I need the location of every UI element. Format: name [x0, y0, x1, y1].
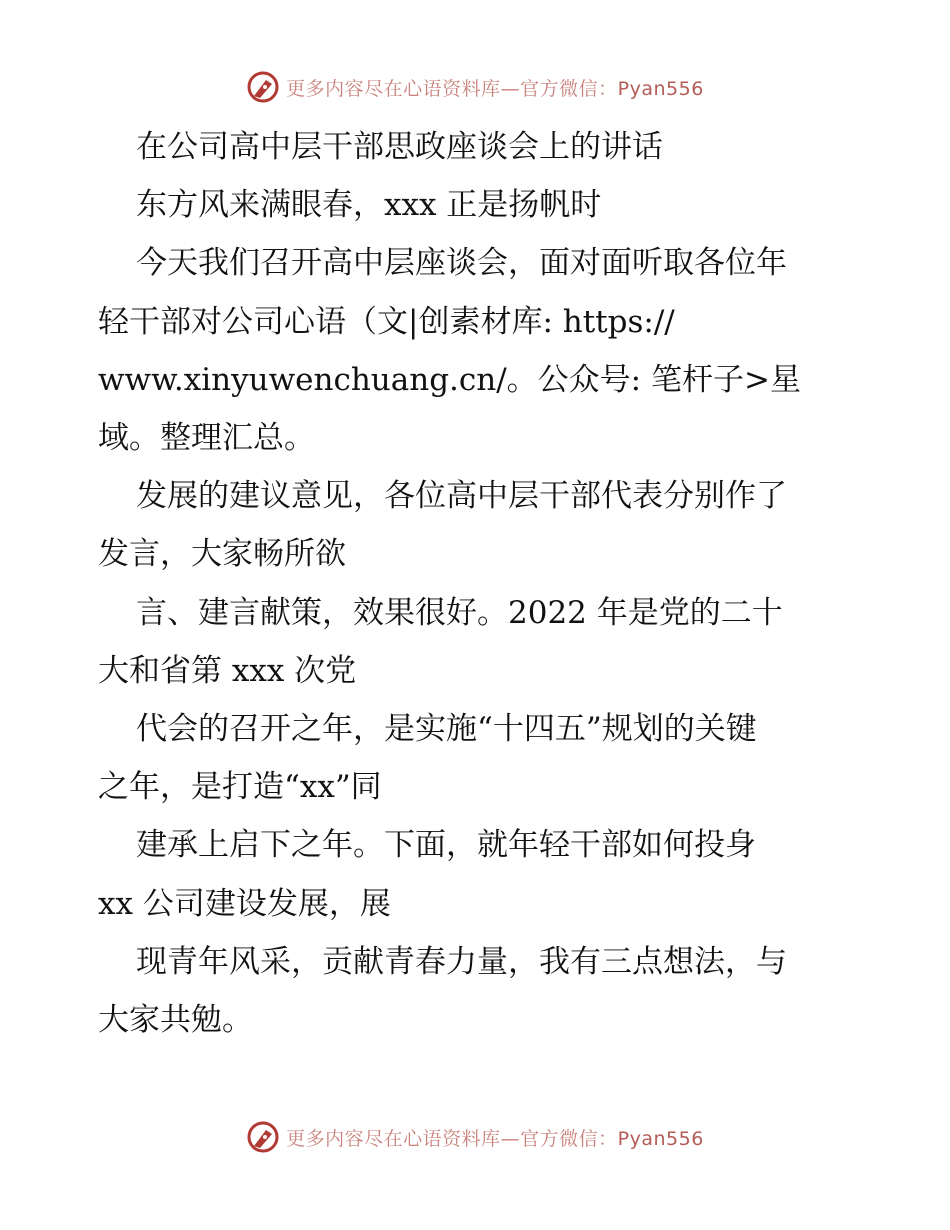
- pen-nib-logo-icon: [246, 70, 280, 104]
- paragraph-line: 大家共勉。: [98, 1002, 253, 1039]
- paragraph-line: 建承上启下之年。下面，就年轻干部如何投身: [136, 827, 756, 864]
- paragraph-line: 代会的召开之年，是实施“十四五”规划的关键: [136, 711, 757, 748]
- pen-nib-logo-icon: [246, 1120, 280, 1154]
- paragraph-line: 之年，是打造“xx”同: [98, 769, 382, 806]
- paragraph-line: www.xinyuwenchuang.cn/。公众号: 笔杆子>星: [98, 361, 801, 398]
- watermark-text: 更多内容尽在心语资料库—官方微信：Pyan556: [286, 1127, 704, 1150]
- paragraph-line: 发展的建议意见，各位高中层干部代表分别作了: [136, 478, 787, 515]
- paragraph-line: 轻干部对公司心语（文|创素材库: https://: [98, 303, 675, 340]
- header-watermark: [0, 70, 950, 104]
- watermark-text: 更多内容尽在心语资料库—官方微信：Pyan556: [286, 77, 704, 100]
- paragraph-line: 域。整理汇总。: [98, 420, 315, 457]
- document-body: [98, 118, 858, 1049]
- document-subtitle: 东方风来满眼春，xxx 正是扬帆时: [136, 187, 602, 224]
- paragraph-line: 大和省第 xxx 次党: [98, 652, 357, 689]
- footer-watermark: [0, 1120, 950, 1154]
- paragraph-line: 言、建言献策，效果很好。2022 年是党的二十: [136, 594, 783, 631]
- paragraph-line: xx 公司建设发展，展: [98, 885, 391, 922]
- paragraph-line: 现青年风采，贡献青春力量，我有三点想法，与: [136, 943, 787, 980]
- paragraph-line: 今天我们召开高中层座谈会，面对面听取各位年: [136, 245, 787, 282]
- document-title: 在公司高中层干部思政座谈会上的讲话: [136, 129, 663, 165]
- paragraph-line: 发言，大家畅所欲: [98, 536, 346, 573]
